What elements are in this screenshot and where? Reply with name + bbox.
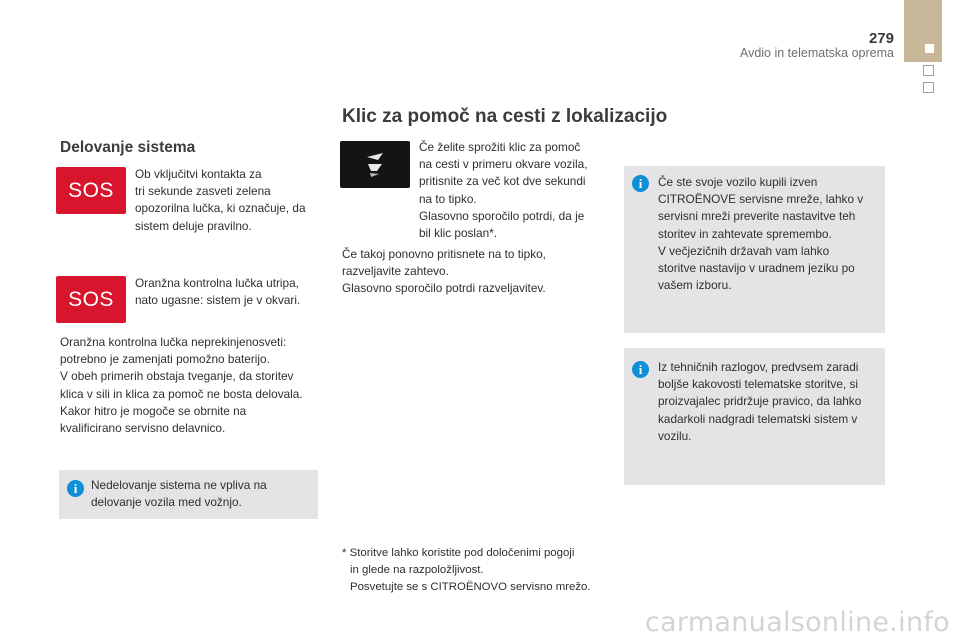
sos-button-orange-light-icon: SOS [56,276,126,323]
tab-marker-filled [925,44,934,53]
info-note-right-2 [624,348,885,485]
section-title: Avdio in telematska oprema [739,46,894,60]
info-note-right-2-text: Iz tehničnih razlogov, predvsem zaradi boljše kakovosti telematske storitve, si proizvajalec pridržuje pravico, da lahko kadarkoli nadgradi telematski sistem v vozilu. [658,360,862,443]
footnote: * Storitve lahko koristite pod določenimi pogoji in glede na razpoložljivost. Posvetujte se s CITROËNOVO servisno mrežo. [342,547,591,594]
page-number: 279 [868,30,894,47]
info-note-left [59,470,318,519]
info-icon: i [632,175,649,192]
heading-assistance-call: Klic za pomoč na cesti z lokalizacijo [342,106,668,127]
info-icon: i [632,361,649,378]
heading-system-operation: Delovanje sistema [60,139,196,156]
chapter-tab [904,0,942,62]
watermark: carmanualsonline.info [644,607,950,638]
ds-logo-icon [340,141,410,188]
text-item1: Ob vključitvi kontakta za tri sekunde zasveti zelena opozorilna lučka, ki označuje, da sistem deluje pravilno. [135,167,306,233]
info-note-left-text: Nedelovanje sistema ne vpliva na delovanje vozila med vožnjo. [91,478,267,510]
text-paragraph-middle: Če takoj ponovno pritisnete na to tipko, razveljavite zahtevo. Glasovno sporočilo potrdi razveljavitev. [342,247,546,296]
tab-marker-outline-2 [923,82,934,93]
info-icon: i [67,480,84,497]
ds-assistance-button-icon [340,141,410,188]
info-note-right-1-text: Če ste svoje vozilo kupili izven CITROËNOVE servisne mreže, lahko v servisni mreži preverite nastavitve teh storitev in zahtevate spremembo. V večjezičnih državah vam lahko storitve nastavijo v uradnem jeziku po vašem izboru. [658,175,864,293]
tab-marker-outline-1 [923,65,934,76]
text-paragraph-left: Oranžna kontrolna lučka neprekinjenosveti: potrebno je zamenjati pomožno baterijo. V obeh primerih obstaja tveganje, da storitev klica v sili in klica za pomoč ne bosta delovala. Kakor hitro je mogoče se obrnite na kvalificirano servisno delavnico. [60,335,303,436]
sos-button-green-light-icon: SOS [56,167,126,214]
text-item2: Oranžna kontrolna lučka utripa, nato ugasne: sistem je v okvari. [135,276,301,308]
info-note-right-1 [624,166,885,333]
text-intro: Če želite sprožiti klic za pomoč na cesti v primeru okvare vozila, pritisnite za več kot dve sekundi na to tipko. Glasovno sporočilo potrdi, da je bil klic poslan*. [419,140,588,241]
